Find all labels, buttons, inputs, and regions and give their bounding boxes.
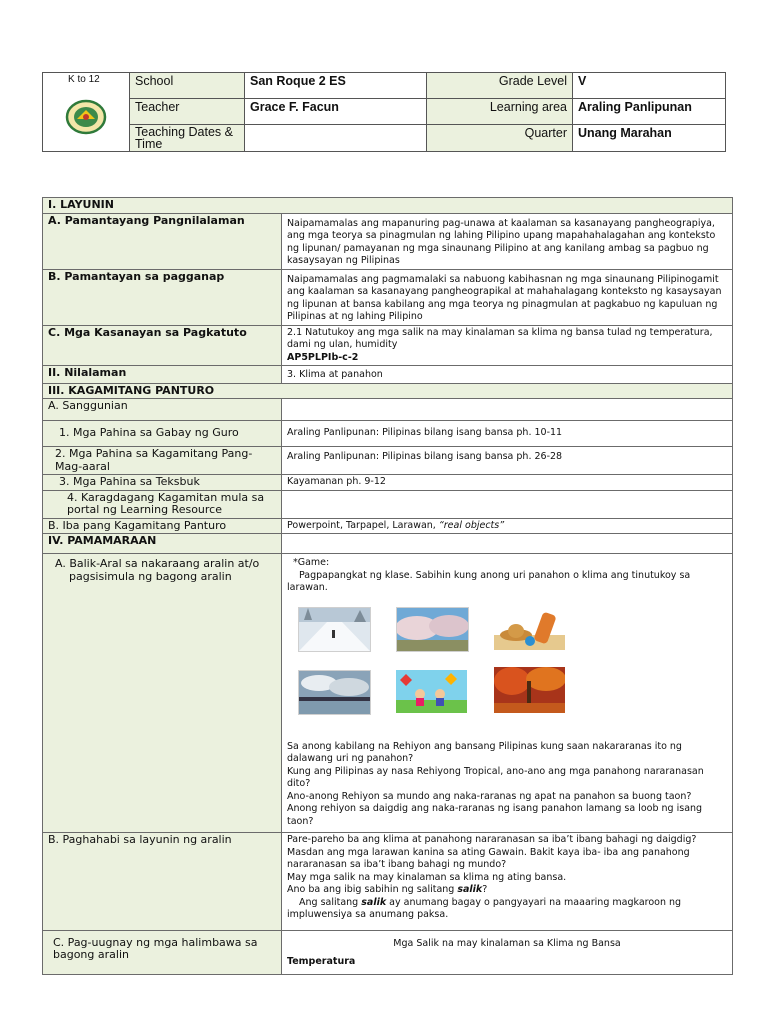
balik-question-2: Kung ang Pilipinas ay nasa Rehiyong Tropical, ano-ano ang mga panahong nararanasan dito? [287, 765, 704, 789]
balik-question-3: Ano-anong Rehiyon sa mundo ang naka-raranas ng apat na panahon sa buong taon? [287, 790, 692, 802]
paghahabi-label: B. Paghahabi sa layunin ng aralin [43, 833, 282, 931]
paghahabi-line-2: Masdan ang mga larawan kanina sa ating Gawain. Bakit kaya iba- iba ang panahong nararanasan sa iba’t ibang bahagi ng mundo? [287, 846, 690, 870]
school-value: San Roque 2 ES [245, 73, 427, 99]
pamamaraan-empty [282, 534, 733, 554]
iba-italic: “real objects” [438, 519, 505, 531]
gabay-value: Araling Panlipunan: Pilipinas bilang isang bansa ph. 10-11 [282, 421, 733, 447]
header-table [42, 72, 726, 152]
p5-text-a: Ang salitang [299, 896, 362, 908]
paghahabi-line-5 [287, 897, 727, 922]
dll-table [42, 197, 733, 975]
dates-value [245, 125, 427, 152]
quarter-label: Quarter [427, 125, 573, 152]
balik-question-1: Sa anong kabilang na Rehiyon ang bansang Pilipinas kung saan nakararanas ito ng dalawang uri ng panahon? [287, 740, 682, 764]
section-layunin: I. LAYUNIN [43, 198, 733, 214]
row-c-code: AP5PLPIb-c-2 [287, 351, 359, 363]
row-c-value: 2.1 Natutukoy ang mga salik na may kinalaman sa klima ng bansa tulad ng temperatura, dami ng ulan, humidity [287, 326, 713, 350]
row-c-label: C. Mga Kasanayan sa Pagkatuto [43, 325, 282, 366]
p4-text-a: Ano ba ang ibig sabihin ng salitang [287, 884, 458, 895]
paghahabi-line-1: Pare-pareho ba ang klima at panahong nararanasan sa iba’t ibang bahagi ng daigdig? [287, 834, 697, 845]
cherry-blossom-image [396, 607, 469, 652]
sanggunian-label: A. Sanggunian [43, 399, 282, 421]
game-label: *Game: [293, 557, 330, 568]
beach-hat-image [494, 607, 565, 650]
game-instruction: Pagpapangkat ng klase. Sabihin kung anong uri panahon o klima ang tinutukoy sa larawan. [287, 569, 691, 593]
iba-label: B. Iba pang Kagamitang Panturo [43, 518, 282, 534]
p5-text-c: ay anumang bagay o pangyayari na maaaring magkaroon ng impluwensiya sa anumang paksa. [287, 896, 682, 920]
teacher-value: Grace F. Facun [245, 99, 427, 125]
row-c-cell [282, 325, 733, 366]
nilalaman-value: 3. Klima at panahon [282, 366, 733, 384]
nilalaman-label: II. Nilalaman [43, 366, 282, 384]
row-a-label: A. Pamantayang Pangnilalaman [43, 213, 282, 269]
section-pamamaraan: IV. PAMAMARAAN [43, 534, 282, 554]
row-b-label: B. Pamantayan sa pagganap [43, 269, 282, 325]
sanggunian-value [282, 399, 733, 421]
cloudy-lake-image [298, 670, 371, 715]
dates-label: Teaching Dates & Time [130, 125, 245, 152]
salik-title: Mga Salik na may kinalaman sa Klima ng Bansa [393, 937, 621, 949]
paghahabi-cell [282, 833, 733, 931]
grade-label: Grade Level [427, 73, 573, 99]
k-to-12-label: K to 12 [68, 74, 100, 85]
p4-text-c: ? [482, 884, 488, 895]
balik-question-4: Anong rehiyon sa daigdig ang naka-raranas ng isang panahon lamang sa loob ng isang taon? [287, 803, 703, 827]
temperatura-label: Temperatura [287, 956, 356, 967]
area-value: Araling Panlipunan [573, 99, 726, 125]
logo-cell [43, 73, 130, 152]
snowy-street-image [298, 607, 371, 652]
paghahabi-line-4 [287, 884, 727, 897]
teacher-label: Teacher [130, 99, 245, 125]
quarter-value: Unang Marahan [573, 125, 726, 152]
iba-value: Powerpoint, Tarpapel, Larawan, [287, 519, 439, 531]
kagamitang-label: 2. Mga Pahina sa Kagamitang Pang-Mag-aaral [43, 447, 282, 475]
row-a-value: Naipamamalas ang mapanuring pag-unawa at kaalaman sa kasanayang pangheograpiya, ang mga teorya sa pinagmulan ng lahing Pilipino upang mapahahalagahan ang konteksto ng lipunan/ pamayanan ng mga sinaunang Pilipino at ang kanilang ambag sa pagbuo ng kasaysayan ng Pilipinas [282, 213, 733, 269]
grade-value: V [573, 73, 726, 99]
autumn-trees-image [494, 667, 565, 713]
kids-kites-image [396, 670, 467, 713]
p4-salik: salik [457, 884, 483, 895]
p5-salik: salik [361, 896, 387, 908]
pag-uugnay-cell [282, 930, 733, 974]
balik-cell [282, 554, 733, 833]
balik-label-text: A. Balik-Aral sa nakaraang aralin at/o pagsisimula ng bagong aralin [55, 557, 260, 583]
deped-seal-icon [65, 97, 107, 137]
area-label: Learning area [427, 99, 573, 125]
pag-uugnay-label: C. Pag-uugnay ng mga halimbawa sa bagong aralin [43, 930, 282, 974]
teksbuk-value: Kayamanan ph. 9-12 [282, 475, 733, 491]
gabay-label: 1. Mga Pahina sa Gabay ng Guro [43, 421, 282, 447]
section-kagamitan: III. KAGAMITANG PANTURO [43, 383, 733, 399]
karagdagang-value [282, 490, 733, 518]
iba-cell [282, 518, 733, 534]
balik-label [43, 554, 282, 833]
karagdagang-label: 4. Karagdagang Kagamitan mula sa portal ng Learning Resource [43, 490, 282, 518]
school-label: School [130, 73, 245, 99]
paghahabi-line-3: May mga salik na may kinalaman sa klima ng ating bansa. [287, 871, 567, 883]
weather-images [287, 595, 727, 741]
row-b-value: Naipamamalas ang pagmamalaki sa nabuong kabihasnan ng mga sinaunang Pilipinogamit ang kaalaman sa kasanayang pangheograpikal at mahahalagang konteksto ng kasaysayan ng lipunan at bansa kabilang ang mga teorya ng pinagmulan at pagkabuo ng kapuluan ng Pilipinas at ng lahing Pilipino [282, 269, 733, 325]
kagamitang-value: Araling Panlipunan: Pilipinas bilang isang bansa ph. 26-28 [282, 447, 733, 475]
teksbuk-label: 3. Mga Pahina sa Teksbuk [43, 475, 282, 491]
